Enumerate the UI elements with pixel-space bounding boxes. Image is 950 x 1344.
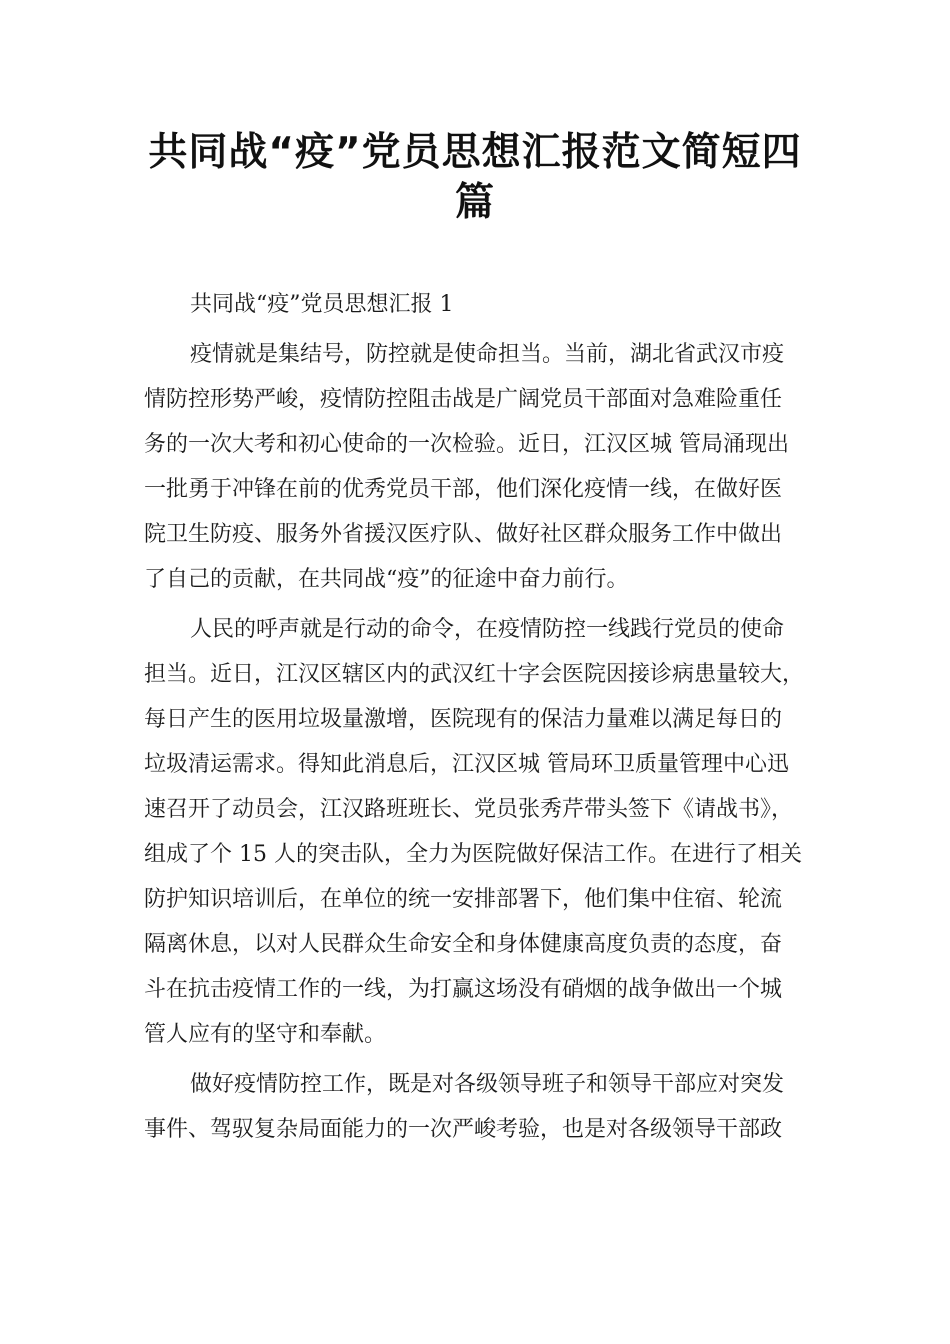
paragraph-2 xyxy=(144,607,822,1057)
paragraph-line: 速召开了动员会，江汉路班班长、党员张秀芹带头签下《请战书》， xyxy=(144,797,794,822)
paragraph-line: 了自己的贡献，在共同战“疫”的征途中奋力前行。 xyxy=(144,567,629,592)
title-line-1: 共同战“疫”党员思想汇报范文简短四 xyxy=(148,130,802,175)
paragraph-line: 担当。近日，江汉区辖区内的武汉红十字会医院因接诊病患量较大， xyxy=(144,662,805,687)
paragraph-line: 斗在抗击疫情工作的一线，为打赢这场没有硝烟的战争做出一个城 xyxy=(144,977,783,1002)
paragraph-line: 垃圾清运需求。得知此消息后，江汉区城 管局环卫质量管理中心迅 xyxy=(144,752,789,777)
paragraph-line: 组成了个 15 人的突击队，全力为医院做好保洁工作。在进行了相关 xyxy=(144,842,802,867)
paragraph-3 xyxy=(144,1062,822,1152)
paragraph-line: 疫情就是集结号，防控就是使命担当。当前，湖北省武汉市疫 xyxy=(190,342,785,367)
paragraph-line: 一批勇于冲锋在前的优秀党员干部，他们深化疫情一线，在做好医 xyxy=(144,477,783,502)
section-subheading: 共同战“疫”党员思想汇报 1 xyxy=(190,292,454,317)
paragraph-1 xyxy=(144,332,822,602)
paragraph-line: 每日产生的医用垃圾量激增，医院现有的保洁力量难以满足每日的 xyxy=(144,707,783,732)
document-body xyxy=(144,282,822,1152)
paragraph-line: 院卫生防疫、服务外省援汉医疗队、做好社区群众服务工作中做出 xyxy=(144,522,783,547)
document-title xyxy=(120,128,830,228)
paragraph-line: 隔离休息，以对人民群众生命安全和身体健康高度负责的态度，奋 xyxy=(144,932,783,957)
paragraph-line: 人民的呼声就是行动的命令，在疫情防控一线践行党员的使命 xyxy=(190,617,785,642)
paragraph-line: 务的一次大考和初心使命的一次检验。近日，江汉区城 管局涌现出 xyxy=(144,432,789,457)
paragraph-line: 事件、驾驭复杂局面能力的一次严峻考验，也是对各级领导干部政 xyxy=(144,1117,783,1142)
paragraph-line: 情防控形势严峻，疫情防控阻击战是广阔党员干部面对急难险重任 xyxy=(144,387,783,412)
title-line-2: 篇 xyxy=(454,180,495,225)
paragraph-line: 做好疫情防控工作，既是对各级领导班子和领导干部应对突发 xyxy=(190,1072,785,1097)
paragraph-line: 防护知识培训后，在单位的统一安排部署下，他们集中住宿、轮流 xyxy=(144,887,783,912)
paragraph-line: 管人应有的坚守和奉献。 xyxy=(144,1022,387,1047)
